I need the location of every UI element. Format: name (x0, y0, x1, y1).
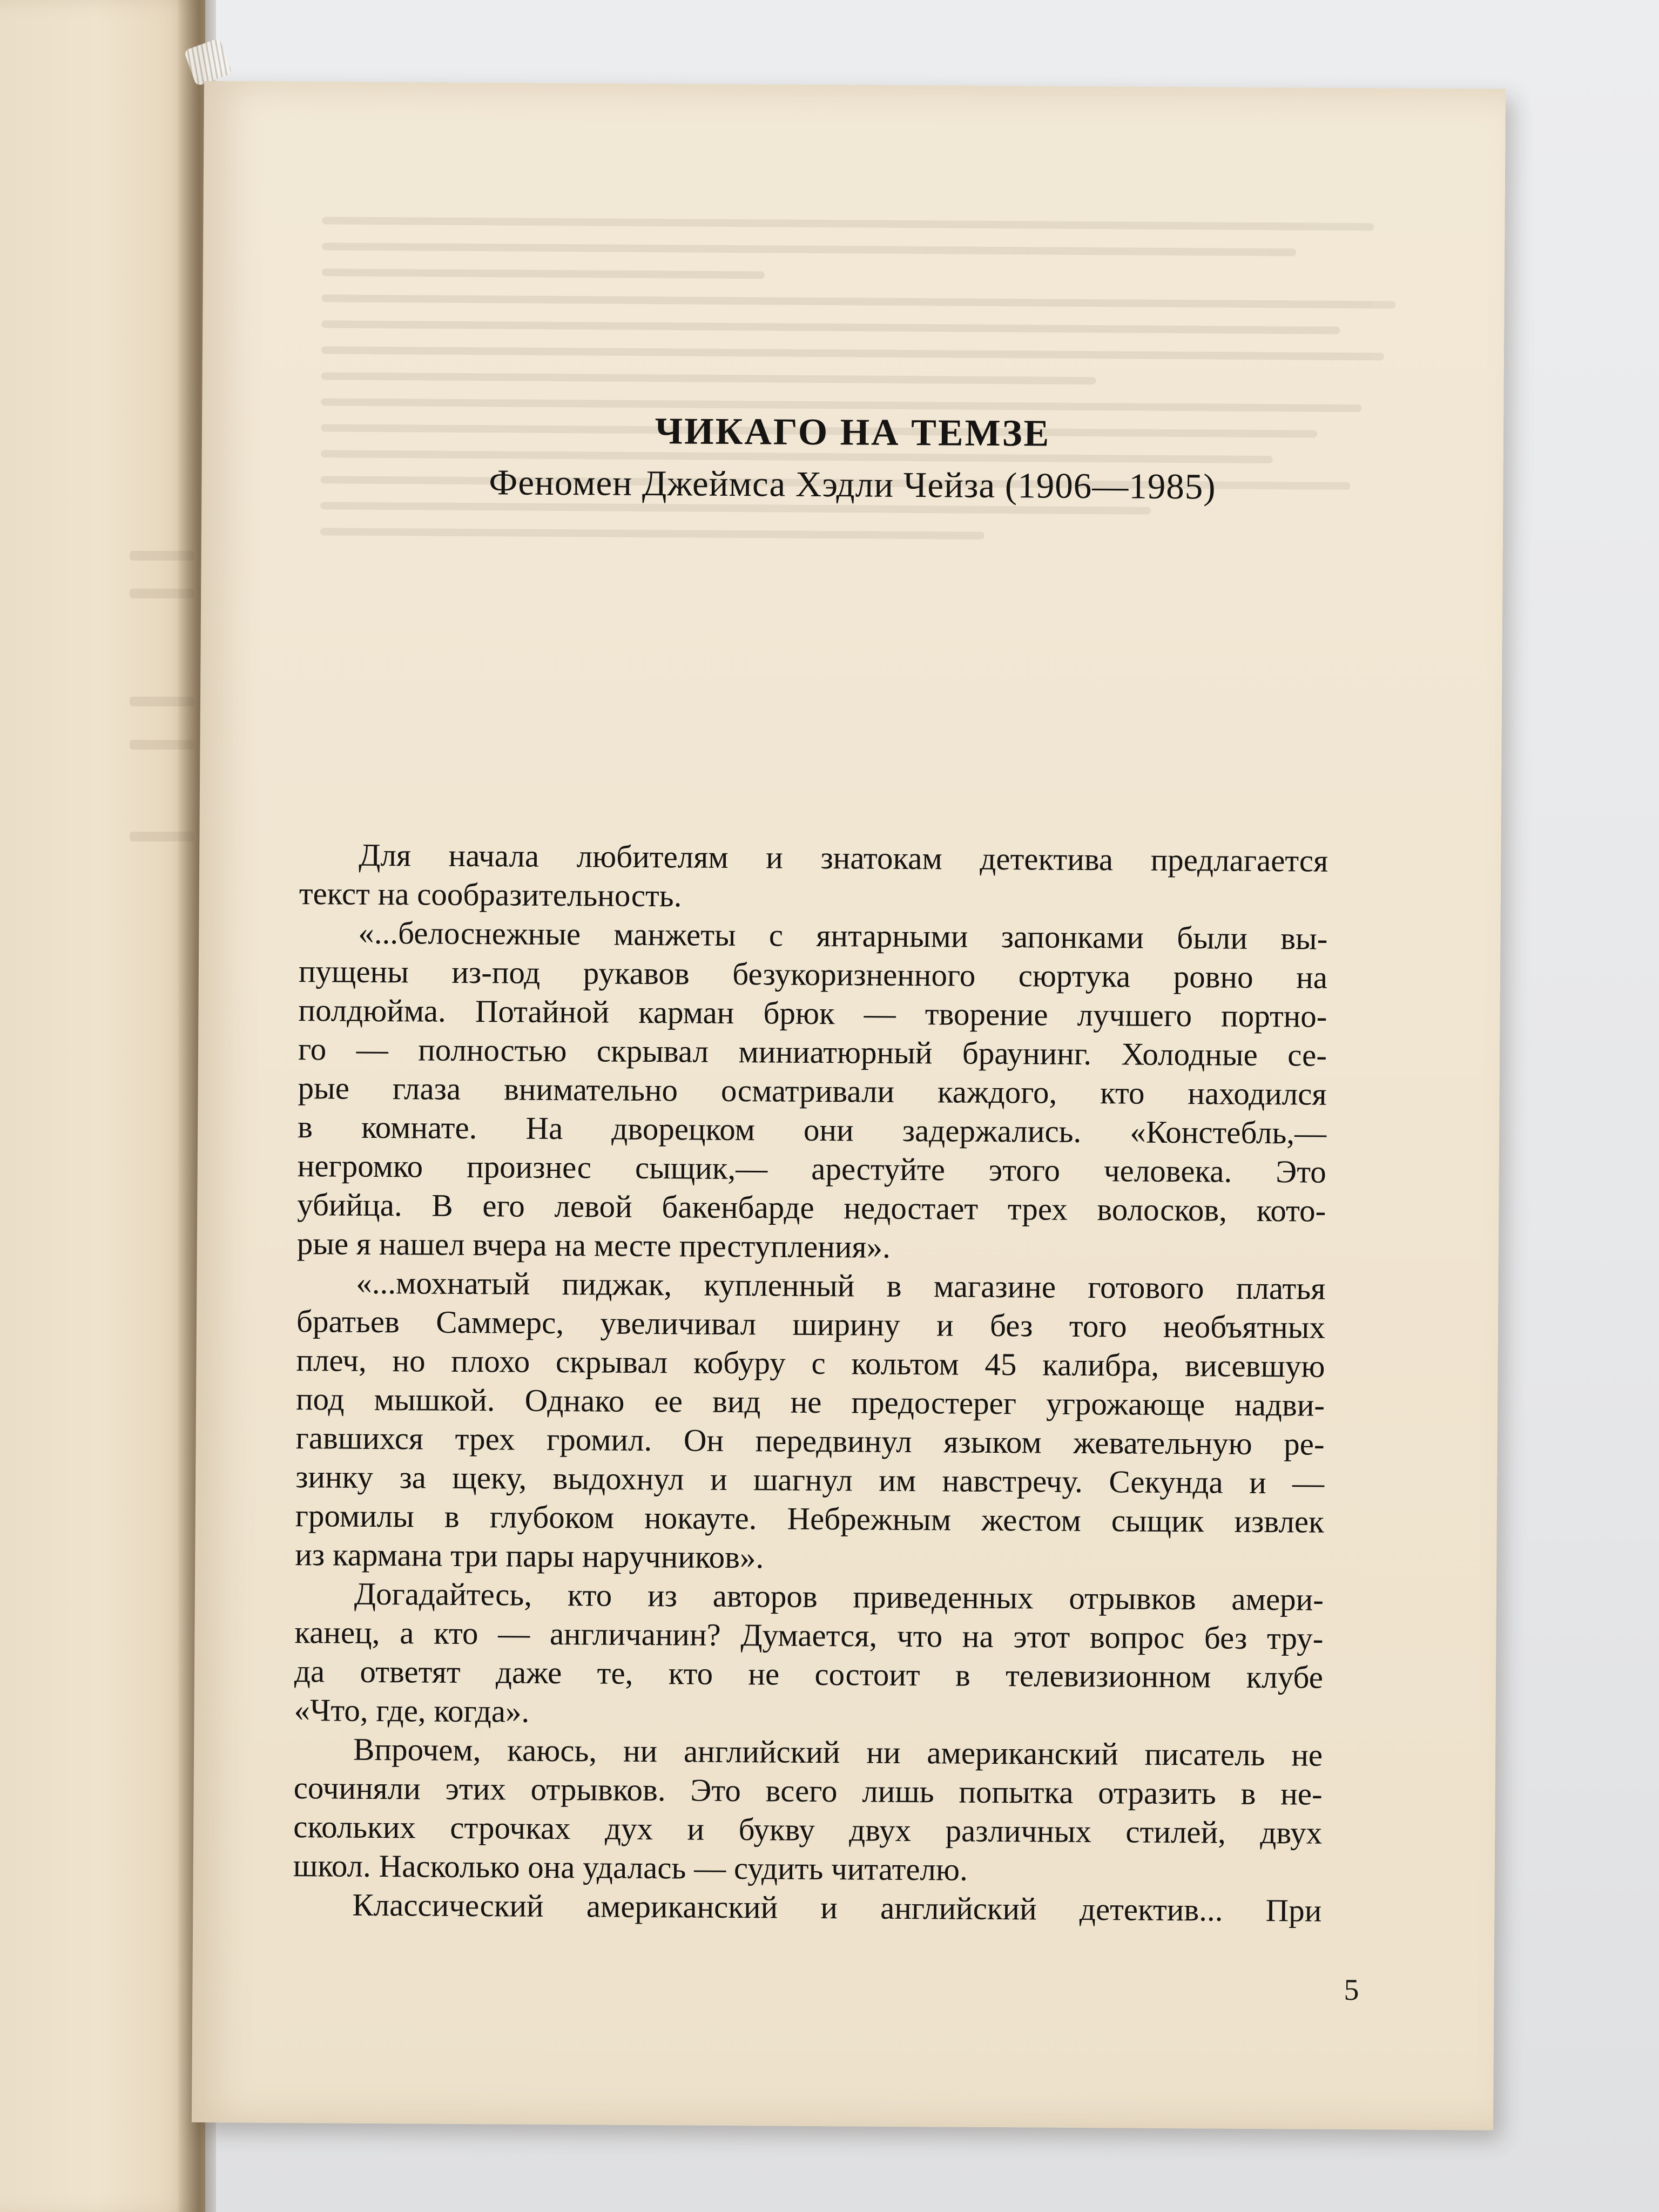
text-line: канец, а кто — англичанин? Думается, что на этот вопрос без тру- (294, 1614, 1324, 1656)
text-line: рые я нашел вчера на месте преступления». (296, 1225, 891, 1265)
text-line: рые глаза внимательно осматривали каждого, кто находился (298, 1070, 1327, 1112)
text-line: плеч, но плохо скрывал кобуру с кольтом 45 калибра, висевшую (296, 1342, 1325, 1384)
text-line: го — полностью скрывал миниатюрный браунинг. Холодные се- (298, 1031, 1327, 1073)
text-line: Догадайтесь, кто из авторов приведенных отрывков амери- (354, 1575, 1324, 1617)
text-line: «Что, где, когда». (294, 1692, 530, 1729)
chapter-heading (201, 408, 1503, 509)
text-line: школ. Насколько она удалась — судить читателю. (293, 1847, 968, 1887)
chapter-title: ЧИКАГО НА ТЕМЗЕ (655, 410, 1051, 455)
page-number: 5 (1344, 1973, 1359, 2007)
left-book-page (0, 0, 205, 2212)
book-page (192, 81, 1506, 2130)
chapter-subtitle: Феномен Джеймса Хэдли Чейза (1906—1985) (489, 462, 1216, 507)
text-line: «...белоснежные манжеты с янтарными запонками были вы- (358, 914, 1328, 956)
text-line: Классический американский и английский детектив... При (352, 1886, 1322, 1928)
text-line: гавшихся трех громил. Он передвинул языком жевательную ре- (295, 1420, 1325, 1462)
text-line: негромко произнес сыщик,— арестуйте этого человека. Это (297, 1148, 1326, 1190)
text-line: да ответят даже те, кто не состоит в телевизионном клубе (294, 1653, 1324, 1695)
body-text (293, 835, 1328, 1930)
reverse-side-show-through (318, 217, 1429, 925)
text-line: братьев Саммерс, увеличивал ширину и без того необъятных (296, 1303, 1326, 1345)
text-line: зинку за щеку, выдохнул и шагнул им навстречу. Секунда и — (295, 1459, 1325, 1501)
text-line: из кармана три пары наручников». (295, 1536, 764, 1575)
text-line: текст на сообразительность. (299, 875, 682, 914)
text-line: сочиняли этих отрывков. Это всего лишь попытка отразить в не- (293, 1770, 1323, 1812)
text-line: громилы в глубоком нокауте. Небрежным жестом сыщик извлек (295, 1498, 1324, 1540)
text-line: убийца. В его левой бакенбарде недостает трех волосков, кото- (297, 1186, 1326, 1229)
text-line: «...мохнатый пиджак, купленный в магазине готового платья (356, 1264, 1326, 1306)
text-line: пущены из-под рукавов безукоризненного сюртука ровно на (298, 953, 1328, 995)
text-line: Впрочем, каюсь, ни английский ни американский писатель не (353, 1731, 1323, 1773)
text-line: под мышкой. Однако ее вид не предостерег угрожающе надви- (295, 1381, 1325, 1423)
text-line: полдюйма. Потайной карман брюк — творение лучшего портно- (298, 992, 1327, 1034)
text-line: скольких строчках дух и букву двух различных стилей, двух (293, 1809, 1323, 1851)
text-line: в комнате. На дворецком они задержались. «Констебль,— (297, 1109, 1327, 1151)
text-line: Для начала любителям и знатокам детектива предлагается (359, 837, 1328, 879)
